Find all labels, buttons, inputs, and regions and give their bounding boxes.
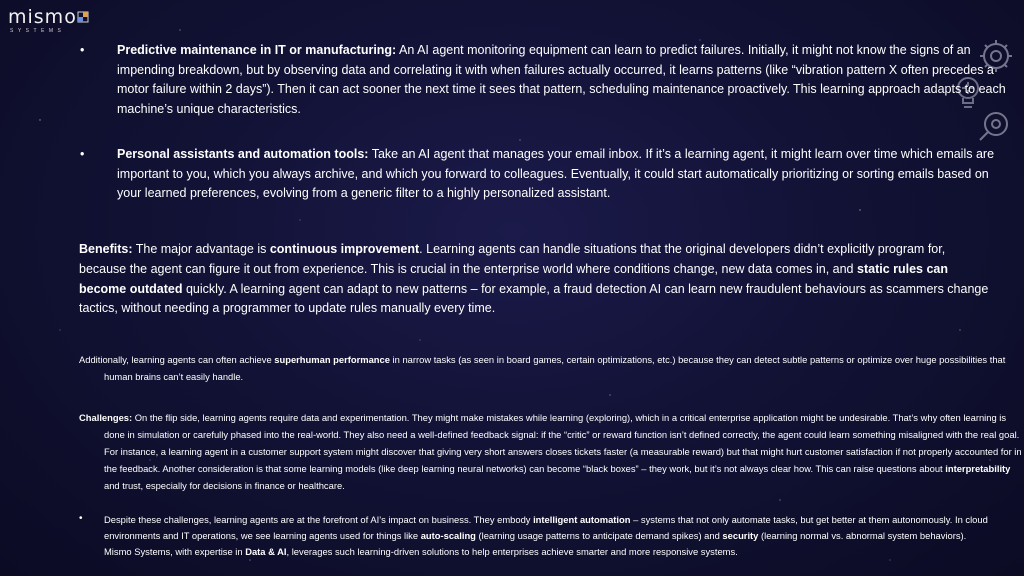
benefits-text: . Learning agents can handle situations that the original developers didn’t explicitly program for, because the agent can figure it out from experience. This is crucial in the enterprise world where conditions change, new data comes in, and: [79, 242, 946, 276]
closing-text: – systems that not only automate tasks, but get better at them autonomously. In cloud environments and IT operations, we see learning agents used for things like: [104, 514, 988, 541]
closing-text: (learning usage patterns to anticipate demand spikes) and: [475, 530, 723, 541]
additionally-paragraph: [79, 351, 1024, 385]
challenges-label: Challenges:: [79, 412, 133, 423]
closing-bold: auto-scaling: [420, 530, 476, 541]
bullet-title: Predictive maintenance in IT or manufacturing:: [117, 43, 397, 57]
bullet-marker: •: [80, 147, 85, 161]
closing-text: , leverages such learning-driven solutions to help enterprises achieve smarter and more responsive systems.: [286, 546, 738, 557]
bullet-title: Personal assistants and automation tools:: [117, 147, 369, 161]
challenges-paragraph: [79, 409, 1024, 494]
additionally-text: Additionally, learning agents can often achieve: [79, 354, 275, 365]
bullet-predictive-maintenance: [117, 41, 1007, 119]
closing-paragraph: [104, 512, 994, 560]
mismo-logo: [8, 8, 77, 34]
logo-text: mismo: [8, 6, 77, 28]
additionally-bold: superhuman performance: [274, 354, 390, 365]
benefits-bold: static rules can become outdated: [79, 261, 949, 296]
closing-bold: intelligent automation: [533, 514, 631, 525]
bullet-text: Take an AI agent that manages your email inbox. If it’s a learning agent, it might learn over time which emails are important to you, which you always archive, and which you forward to colleagues. Eventually, it could start automatically prioritizing or sorting emails based on your learned preferences, evolving from a generic filter to a highly personalized assistant.: [117, 147, 995, 200]
bullet-text: An AI agent monitoring equipment can learn to predict failures. Initially, it might not know the signs of an impending breakdown, but by observing data and correlating it with when failures actually occurred, it learns patterns (like “vibration pattern X often precedes a motor failure within 2 days”). Then it can act sooner the next time it sees that pattern, scheduling maintenance proactively. This learning approach adapts to each machine’s unique characteristics.: [117, 43, 1006, 116]
closing-text: Despite these challenges, learning agents are at the forefront of AI’s impact on business. They embody: [104, 514, 534, 525]
challenges-text: and trust, especially for decisions in finance or healthcare.: [104, 480, 345, 491]
challenges-text: On the flip side, learning agents require data and experimentation. They might make mistakes while learning (exploring), which in a critical enterprise application might be undesirable. That’s why often learning is done in simulation or carefully phased into the real-world. They also need a well-defined feedback signal: if the “critic” or reward function isn’t defined correctly, the agent could learn something misaligned with the real goal. For instance, a learning agent in a customer support system might discover that giving very short answers closes tickets faster (a measurable reward) but that might hurt customer satisfaction if not properly accounted for in the feedback. Another consideration is that some learning models (like deep learning neural networks) can become “black boxes” – they work, but it’s not always clear how. This can raise questions about: [104, 412, 1022, 474]
closing-text: (learning normal vs. abnormal system behaviors). Mismo Systems, with expertise in: [104, 530, 967, 557]
closing-bold: security: [722, 530, 759, 541]
closing-bold: Data & AI: [245, 546, 287, 557]
benefits-bold: continuous improvement: [269, 242, 420, 256]
benefits-text: The major advantage is: [132, 242, 270, 256]
logo-cube-icon: [76, 10, 90, 24]
benefits-label: Benefits:: [79, 242, 133, 256]
challenges-bold: interpretability: [945, 463, 1011, 474]
bullet-marker: •: [80, 43, 85, 57]
benefits-paragraph: [79, 240, 989, 319]
logo-subtitle: SYSTEMS: [10, 28, 66, 34]
bullet-marker: •: [79, 513, 83, 524]
benefits-text: quickly. A learning agent can adapt to new patterns – for example, a fraud detection AI can learn new fraudulent behaviours as scammers change tactics, without needing a programmer to update rules manually every time.: [79, 281, 989, 316]
bullet-personal-assistants: [117, 145, 1007, 204]
additionally-text: in narrow tasks (as seen in board games, certain optimizations, etc.) because they can detect subtle patterns or optimize over huge possibilities that human brains can’t easily handle.: [104, 354, 1006, 382]
